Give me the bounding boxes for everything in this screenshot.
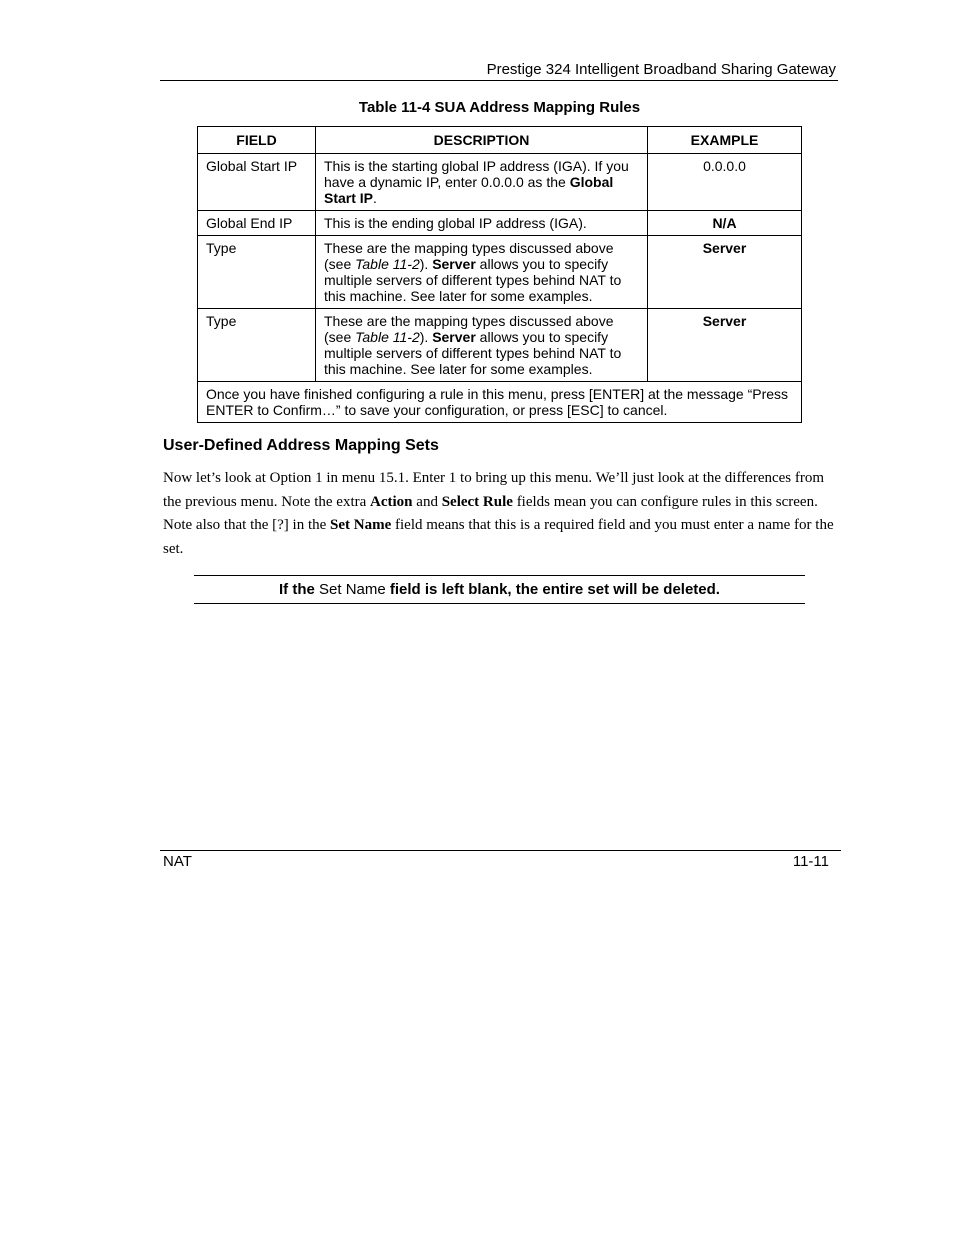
desc-end: . [373,190,377,206]
note-text: If the [279,581,320,598]
note-callout [194,575,805,604]
note-field-name: Set Name [319,581,386,598]
table-footer-row [198,382,802,423]
para-bold-term: Set Name [330,517,392,533]
row-field: Type [198,309,316,382]
footer-chapter: NAT [163,853,192,870]
row-description: This is the ending global IP address (IGA). [316,211,648,236]
desc-table-reference: Table 11-2 [355,256,420,272]
desc-text: allows you to specify multiple servers of different types behind NAT to this machine. See later for some examples. [324,329,622,377]
header-divider [160,80,838,81]
desc-table-reference: Table 11-2 [355,329,420,345]
desc-text: allows you to specify multiple servers of different types behind NAT to this machine. See later for some examples. [324,256,622,304]
desc-text: These are the mapping types discussed above (see [324,313,614,345]
row-field: Global End IP [198,211,316,236]
column-header-field: FIELD [198,127,316,154]
desc-text: This is the starting global IP address (IGA). If you have a dynamic IP, enter 0.0.0.0 as the [324,158,629,190]
sua-mapping-rules-table [197,126,802,423]
desc-text: These are the mapping types discussed above (see [324,240,614,272]
table-row [198,211,802,236]
row-example: Server [648,236,802,309]
para-text: fields mean you can configure rules in this screen. Note also that the [?] in the [163,493,818,533]
running-header: Prestige 324 Intelligent Broadband Sharing Gateway [486,61,836,78]
para-text: field means that this is a required field and you must enter a name for the set. [163,517,834,557]
row-description [316,154,648,211]
para-bold-term: Action [370,493,413,510]
footer-page-number: 11-11 [792,853,829,870]
para-text: and [412,493,442,510]
row-field: Type [198,236,316,309]
row-description [316,309,648,382]
row-description [316,236,648,309]
desc-text: ). [419,256,433,272]
table-caption: Table 11-4 SUA Address Mapping Rules [358,99,641,116]
table-row [198,309,802,382]
table-header-row [198,127,802,154]
row-example: Server [648,309,802,382]
body-paragraph [163,467,838,561]
desc-bold-term: Global Start IP [324,174,614,206]
desc-text: ). [419,329,433,345]
column-header-description: DESCRIPTION [316,127,648,154]
row-example: N/A [648,211,802,236]
desc-bold-term: Server [432,329,476,345]
table-row [198,154,802,211]
column-header-example: EXAMPLE [648,127,802,154]
note-text: field is left blank, the entire set will be deleted. [385,581,720,598]
footer-divider [160,850,841,851]
row-example: 0.0.0.0 [648,154,802,211]
section-heading: User-Defined Address Mapping Sets [163,437,439,454]
row-field: Global Start IP [198,154,316,211]
table-row [198,236,802,309]
desc-bold-term: Server [432,256,476,272]
para-bold-term: Select Rule [441,493,513,510]
table-footer-note: Once you have finished configuring a rule in this menu, press [ENTER] at the message “Press ENTER to Confirm…” to save your configuration, or press [ESC] to cancel. [198,382,802,423]
para-text: Now let’s look at Option 1 in menu 15.1. Enter 1 to bring up this menu. We’ll just look at the differences from the previous menu. Note the extra [163,470,825,510]
